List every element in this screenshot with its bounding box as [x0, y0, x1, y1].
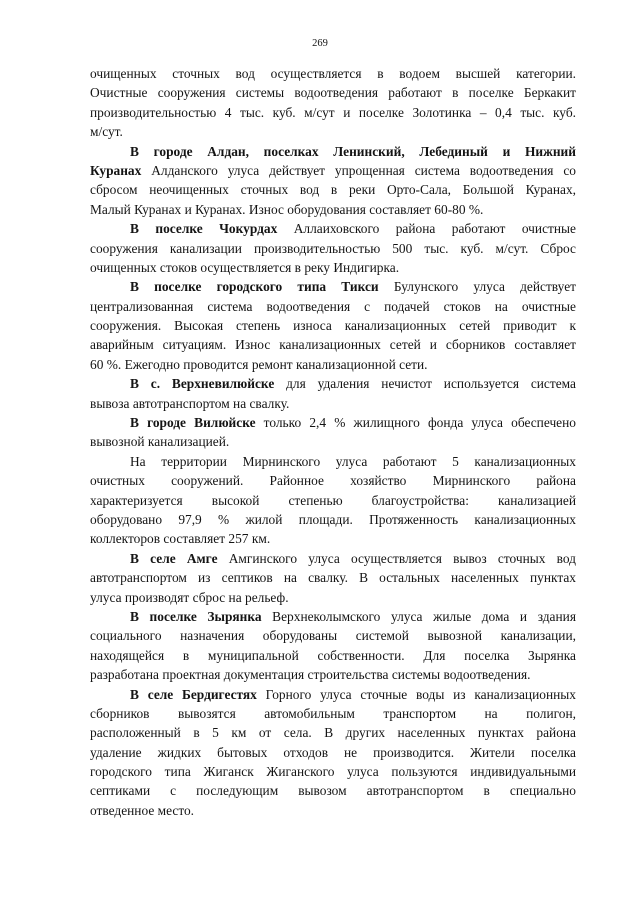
- text-segment: городского типа Жиганск Жиганского улуса пользуются индивидуальными: [90, 764, 576, 780]
- text-line: [90, 452, 576, 471]
- bold-locality-name: В селе Бердигестях: [130, 686, 257, 702]
- text-segment: Очистные сооружения системы водоотведения работают в поселке Беркакит: [90, 85, 576, 101]
- text-line: [90, 258, 576, 277]
- text-segment: вывоза автотранспортом на свалку.: [90, 395, 290, 411]
- text-line: [90, 219, 576, 238]
- text-line: [90, 394, 576, 413]
- text-segment: Горного улуса сточные воды из канализационных: [256, 686, 576, 702]
- text-segment: сбросом неочищенных сточных вод в реки Орто-Сала, Большой Куранах,: [90, 182, 576, 198]
- text-line: [90, 549, 576, 568]
- text-segment: централизованная система водоотведения с подачей стоков на очистные: [90, 298, 576, 314]
- bold-locality-name: Куранах: [90, 162, 142, 178]
- text-segment: очищенных сточных вод осуществляется в водоем высшей категории.: [90, 66, 576, 81]
- text-line: [90, 626, 576, 645]
- text-line: [90, 801, 576, 820]
- text-line: [90, 510, 576, 529]
- text-line: [90, 277, 576, 296]
- bold-locality-name: В поселке городского типа Тикси: [130, 279, 379, 295]
- text-line: [90, 83, 576, 102]
- text-segment: Верхнеколымского улуса жилые дома и здания: [261, 608, 576, 624]
- text-segment: сооружения канализации производительностью 500 тыс. куб. м/сут. Сброс: [90, 240, 576, 256]
- text-line: [90, 103, 576, 122]
- text-segment: аварийным ситуациям. Износ канализационных сетей и сборников составляет: [90, 337, 576, 353]
- text-segment: вывозной канализацией.: [90, 434, 230, 450]
- text-line: [90, 781, 576, 800]
- text-segment: расположенный в 5 км от села. В других населенных пунктах района: [90, 725, 576, 741]
- bold-locality-name: В с. Верхневилюйске: [130, 376, 275, 392]
- text-segment: только 2,4 % жилищного фонда улуса обеспечено: [255, 415, 576, 431]
- text-segment: На территории Мирнинского улуса работают 5 канализационных: [130, 453, 576, 469]
- text-segment: Алданского улуса действует упрощенная система водоотведения со: [141, 162, 576, 178]
- text-line: [90, 646, 576, 665]
- text-segment: разработана проектная документация строительства системы водоотведения.: [90, 667, 531, 683]
- text-segment: очистных сооружений. Районное хозяйство Мирнинского района: [90, 473, 576, 489]
- bold-locality-name: В городе Алдан, поселках Ленинский, Лебединый и Нижний: [130, 143, 576, 159]
- text-line: [90, 743, 576, 762]
- body-text: [90, 64, 576, 820]
- text-segment: септиками с последующим вывозом автотранспортом в специально: [90, 783, 576, 799]
- text-line: [90, 355, 576, 374]
- text-segment: автотранспортом из септиков на свалку. В остальных населенных пунктах: [90, 570, 576, 586]
- bold-locality-name: В селе Амге: [130, 550, 218, 566]
- text-line: [90, 471, 576, 490]
- text-segment: 60 %. Ежегодно проводится ремонт канализационной сети.: [90, 356, 428, 372]
- text-line: [90, 685, 576, 704]
- text-segment: Малый Куранах и Куранах. Износ оборудования составляет 60-80 %.: [90, 201, 484, 217]
- text-segment: сооружения. Высокая степень износа канализационных сетей приводит к: [90, 318, 576, 334]
- bold-locality-name: В поселке Зырянка: [130, 608, 262, 624]
- text-line: [90, 413, 576, 432]
- text-segment: м/сут.: [90, 124, 123, 140]
- text-segment: Булунского улуса действует: [378, 279, 576, 295]
- text-line: [90, 297, 576, 316]
- text-line: [90, 374, 576, 393]
- text-line: [90, 665, 576, 684]
- text-line: [90, 762, 576, 781]
- text-segment: социального назначения оборудованы системой вывозной канализации,: [90, 628, 576, 644]
- text-segment: удаление жидких бытовых отходов не производится. Жители поселка: [90, 744, 576, 760]
- text-segment: коллекторов составляет 257 км.: [90, 531, 271, 547]
- text-line: [90, 239, 576, 258]
- text-segment: очищенных стоков осуществляется в реку Индигирка.: [90, 259, 400, 275]
- text-line: [90, 161, 576, 180]
- text-segment: находящейся в муниципальной собственности. Для поселка Зырянка: [90, 647, 576, 663]
- text-line: [90, 316, 576, 335]
- text-segment: характеризуется высокой степенью благоустройства: канализацией: [90, 492, 576, 508]
- text-segment: Аллаиховского района работают очистные: [277, 221, 576, 237]
- text-line: [90, 491, 576, 510]
- text-segment: отведенное место.: [90, 802, 195, 818]
- text-line: [90, 723, 576, 742]
- text-line: [90, 607, 576, 626]
- text-segment: улуса производят сброс на рельеф.: [90, 589, 289, 605]
- page-number: 269: [312, 38, 328, 49]
- text-line: [90, 568, 576, 587]
- text-line: [90, 200, 576, 219]
- text-line: [90, 529, 576, 548]
- text-segment: производительностью 4 тыс. куб. м/сут и поселке Золотинка – 0,4 тыс. куб.: [90, 104, 576, 120]
- text-line: [90, 122, 576, 141]
- text-line: [90, 142, 576, 161]
- text-segment: Амгинского улуса осуществляется вывоз сточных вод: [217, 550, 576, 566]
- text-line: [90, 704, 576, 723]
- bold-locality-name: В поселке Чокурдах: [130, 221, 278, 237]
- bold-locality-name: В городе Вилюйске: [130, 415, 256, 431]
- text-line: [90, 432, 576, 451]
- text-line: [90, 180, 576, 199]
- text-line: [90, 588, 576, 607]
- text-segment: оборудовано 97,9 % жилой площади. Протяженность канализационных: [90, 511, 576, 527]
- text-segment: сборников вывозятся автомобильным транспортом на полигон,: [90, 705, 576, 721]
- text-line: [90, 335, 576, 354]
- text-segment: для удаления нечистот используется система: [274, 376, 576, 392]
- text-line: [90, 64, 576, 83]
